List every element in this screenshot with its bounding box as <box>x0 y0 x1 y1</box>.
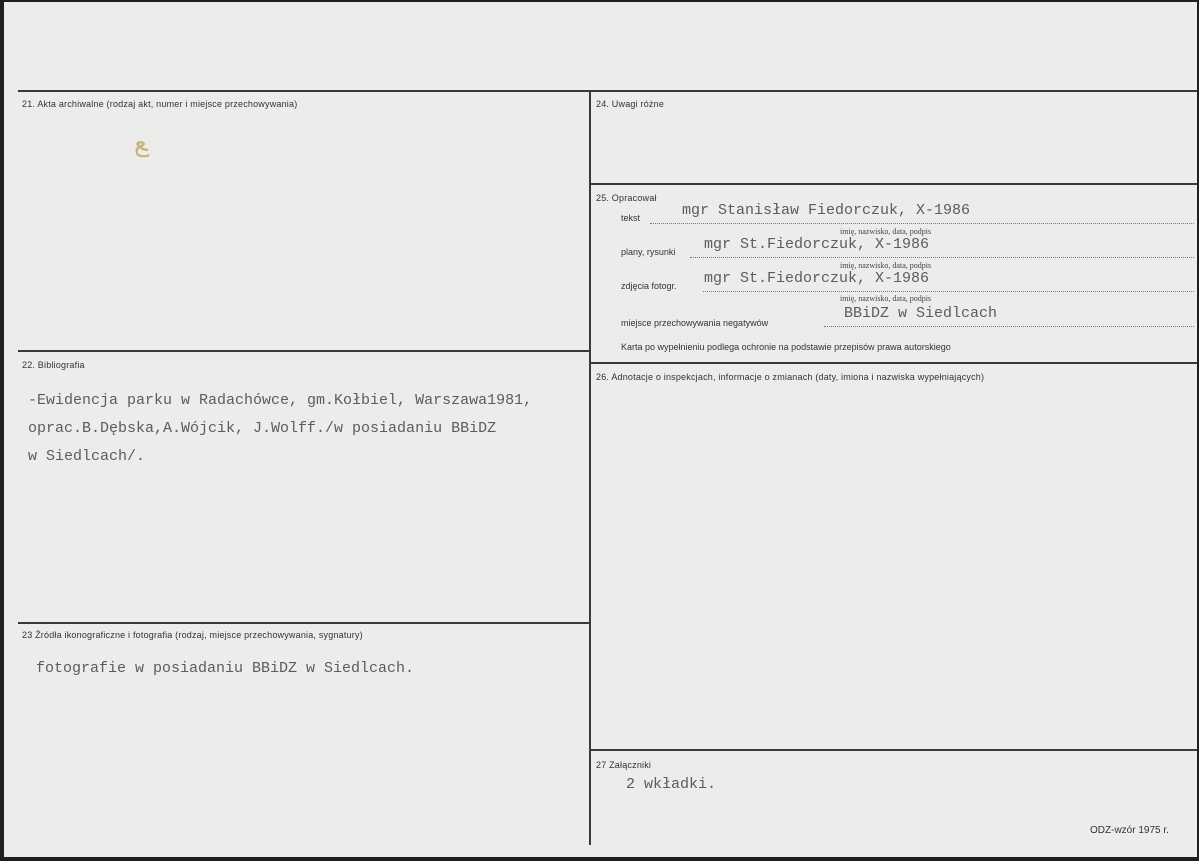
row-photos-value: mgr St.Fiedorczuk, X-1986 <box>704 270 930 287</box>
section-25-label: 25. Opracował <box>596 193 657 203</box>
section-21-label: 21. Akta archiwalne (rodzaj akt, numer i miejsce przechowywania) <box>22 99 298 109</box>
row-plans-caption: imię, nazwisko, data, podpis <box>840 261 932 270</box>
section-27-label: 27 Załączniki <box>596 760 652 770</box>
row-text-label: tekst <box>621 213 641 223</box>
row-negatives-value: BBiDZ w Siedlcach <box>844 305 998 322</box>
row-plans-label: plany, rysunki <box>621 247 676 257</box>
rule-21-22 <box>18 350 589 352</box>
row-photos-caption: imię, nazwisko, data, podpis <box>840 294 932 303</box>
row-text-caption: imię, nazwisko, data, podpis <box>840 227 932 236</box>
row-plans-value: mgr St.Fiedorczuk, X-1986 <box>704 236 930 253</box>
row-plans-line <box>690 257 1194 258</box>
record-card <box>4 2 1197 857</box>
row-negatives-line <box>824 326 1194 327</box>
attachments-text: 2 wkładki. <box>626 776 717 793</box>
rule-26-27 <box>591 749 1197 751</box>
rule-24-25 <box>591 183 1197 185</box>
bibliography-line-1: -Ewidencja parku w Radachówce, gm.Kołbiel, Warszawa1981, <box>28 392 533 409</box>
row-text-line <box>650 223 1194 224</box>
section-26-label: 26. Adnotacje o inspekcjach, informacje o zmianach (daty, imiona i nazwiska wypełniających) <box>596 372 985 382</box>
section-22-label: 22. Bibliografia <box>22 360 85 370</box>
section-23-label: 23 Źródła ikonograficzne i fotografia (rodzaj, miejsce przechowywania, sygnatury) <box>22 630 363 640</box>
rule-22-23 <box>18 622 589 624</box>
bibliography-line-3: w Siedlcach/. <box>28 448 146 465</box>
center-divider <box>589 90 591 845</box>
top-rule <box>18 90 1197 92</box>
row-photos-label: zdjęcia fotogr. <box>621 281 677 291</box>
form-code: ODZ-wzór 1975 r. <box>1090 825 1169 836</box>
section-24-label: 24. Uwagi różne <box>596 99 665 109</box>
rule-25-26 <box>591 362 1197 364</box>
iconography-text: fotografie w posiadaniu BBiDZ w Siedlcach. <box>36 660 415 677</box>
row-negatives-label: miejsce przechowywania negatywów <box>621 318 769 328</box>
copyright-note: Karta po wypełnieniu podlega ochronie na podstawie przepisów prawa autorskiego <box>621 342 951 352</box>
stain-mark: ﻊ <box>134 127 148 157</box>
bibliography-line-2: oprac.B.Dębska,A.Wójcik, J.Wolff./w posiadaniu BBiDZ <box>28 420 497 437</box>
row-text-value: mgr Stanisław Fiedorczuk, X-1986 <box>682 202 971 219</box>
row-photos-line <box>703 291 1194 292</box>
